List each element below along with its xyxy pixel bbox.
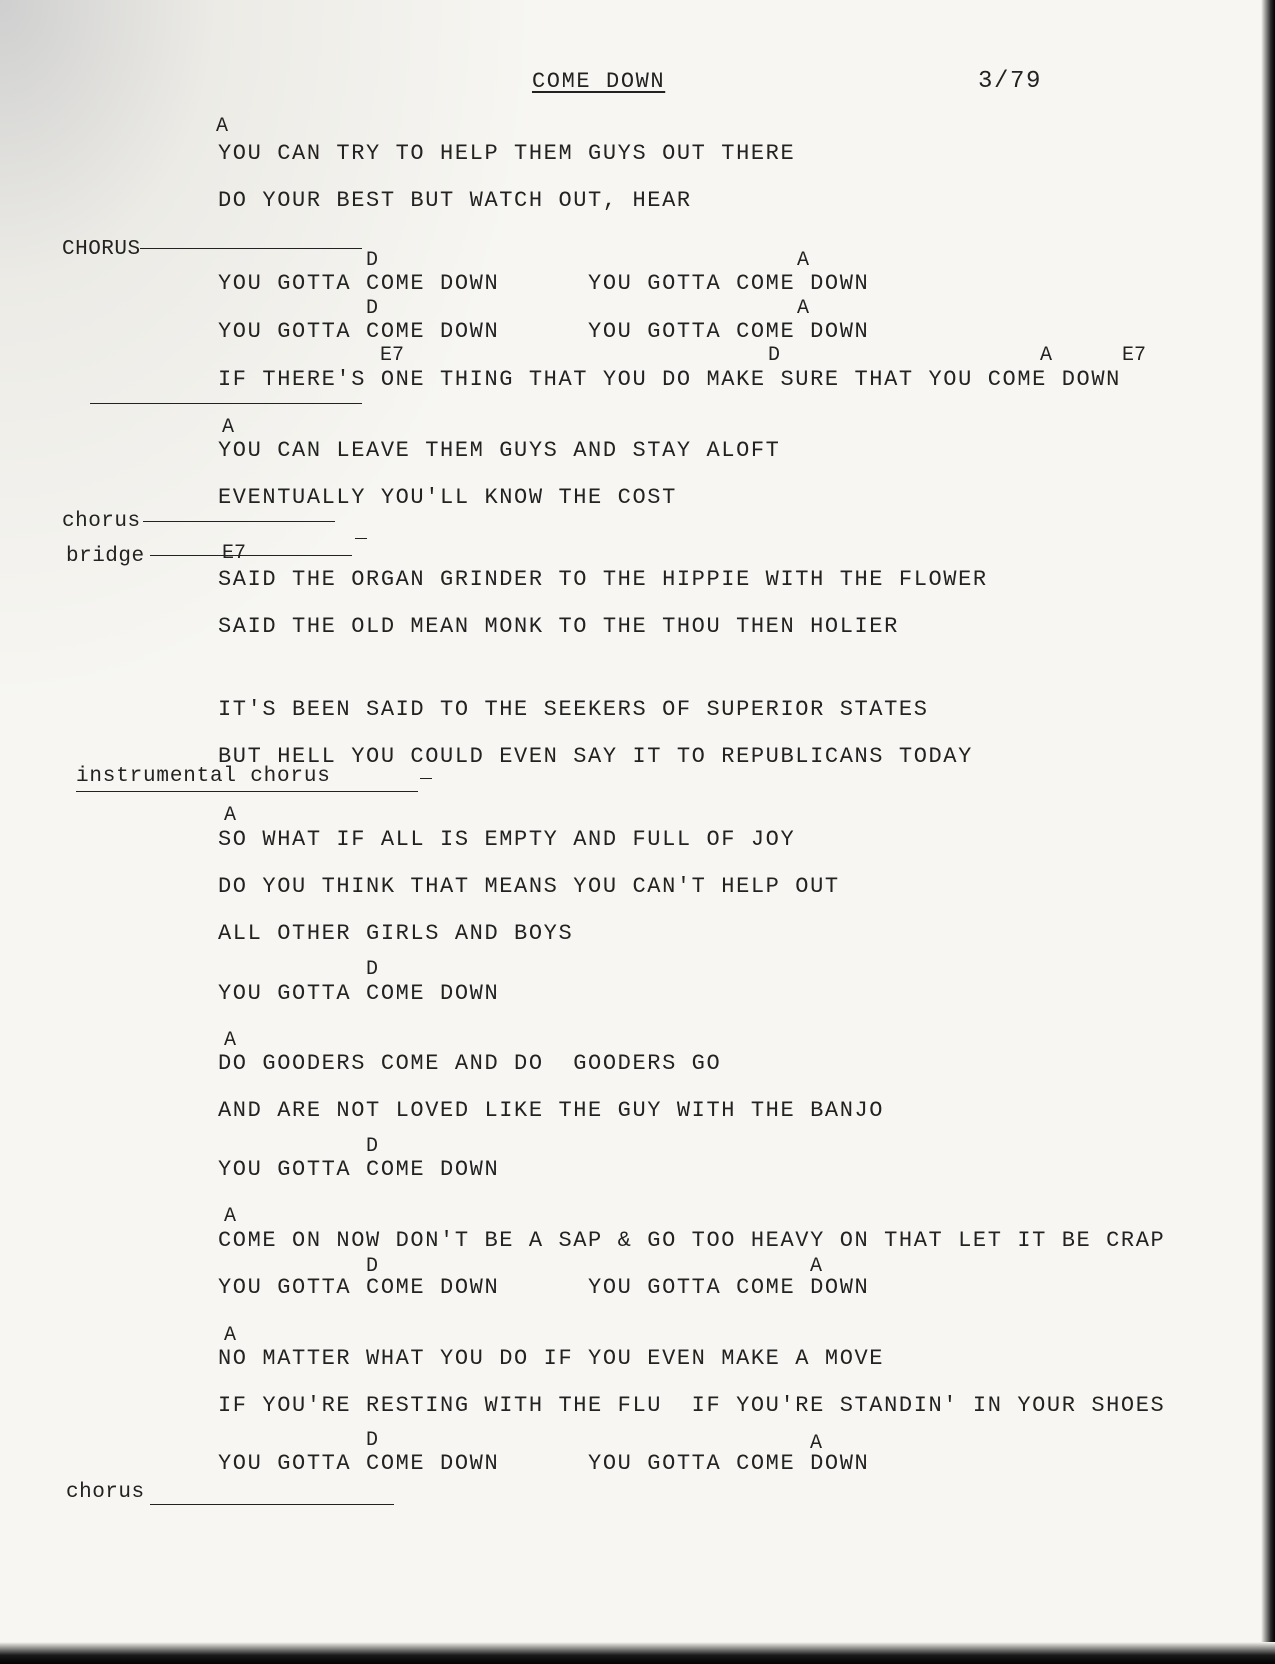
section-label-chorus: CHORUS: [62, 238, 141, 261]
lyric-line: YOU GOTTA COME DOWN YOU GOTTA COME DOWN: [218, 1275, 870, 1300]
section-rule: [420, 778, 432, 779]
chord: A: [222, 416, 235, 439]
chord: A: [797, 249, 810, 272]
section-label-chorus: chorus: [66, 1481, 145, 1504]
lyric-line: YOU GOTTA COME DOWN YOU GOTTA COME DOWN: [218, 319, 870, 344]
chord: A: [224, 1205, 237, 1228]
lyric-line: NO MATTER WHAT YOU DO IF YOU EVEN MAKE A MOVE: [218, 1346, 885, 1371]
chord: D: [366, 1429, 379, 1452]
section-rule: [150, 555, 352, 556]
scan-shadow-right: [1261, 0, 1275, 1664]
chord: A: [224, 804, 237, 827]
section-rule: [355, 538, 367, 539]
chord: D: [366, 249, 379, 272]
lyric-line: YOU CAN LEAVE THEM GUYS AND STAY ALOFT: [218, 438, 781, 463]
lyric-line: DO YOU THINK THAT MEANS YOU CAN'T HELP OUT: [218, 874, 840, 899]
lyric-line: IT'S BEEN SAID TO THE SEEKERS OF SUPERIOR STATES: [218, 697, 929, 722]
chord: A: [810, 1255, 823, 1278]
lyric-line: COME ON NOW DON'T BE A SAP & GO TOO HEAVY ON THAT LET IT BE CRAP: [218, 1228, 1166, 1253]
chord: E7: [380, 344, 405, 367]
chord: A: [216, 115, 229, 138]
section-rule: [140, 248, 362, 249]
chord: A: [224, 1029, 237, 1052]
song-date: 3/79: [978, 68, 1043, 95]
lyric-line: ALL OTHER GIRLS AND BOYS: [218, 921, 574, 946]
lyric-line: DO YOUR BEST BUT WATCH OUT, HEAR: [218, 188, 692, 213]
lyric-line: AND ARE NOT LOVED LIKE THE GUY WITH THE BANJO: [218, 1098, 885, 1123]
section-label-instrumental: instrumental chorus: [76, 765, 331, 788]
chord: D: [768, 344, 781, 367]
lyric-line: EVENTUALLY YOU'LL KNOW THE COST: [218, 485, 677, 510]
lyric-line: YOU GOTTA COME DOWN: [218, 981, 500, 1006]
lyric-line: YOU GOTTA COME DOWN: [218, 1157, 500, 1182]
chord: D: [366, 958, 379, 981]
section-rule: [143, 521, 335, 522]
lyric-line: SAID THE OLD MEAN MONK TO THE THOU THEN HOLIER: [218, 614, 899, 639]
lyric-line: IF THERE'S ONE THING THAT YOU DO MAKE SURE THAT YOU COME DOWN: [218, 367, 1121, 392]
chord: A: [810, 1432, 823, 1455]
section-label-bridge: bridge: [66, 545, 145, 568]
lyric-line: SO WHAT IF ALL IS EMPTY AND FULL OF JOY: [218, 827, 796, 852]
lyric-line: DO GOODERS COME AND DO GOODERS GO: [218, 1051, 722, 1076]
section-rule: [90, 403, 362, 404]
section-rule: [150, 1504, 394, 1505]
lyric-line: SAID THE ORGAN GRINDER TO THE HIPPIE WITH THE FLOWER: [218, 567, 988, 592]
chord: D: [366, 297, 379, 320]
section-rule: [76, 791, 418, 792]
lyric-line: BUT HELL YOU COULD EVEN SAY IT TO REPUBLICANS TODAY: [218, 744, 973, 769]
lyric-line: YOU GOTTA COME DOWN YOU GOTTA COME DOWN: [218, 271, 870, 296]
chord: D: [366, 1135, 379, 1158]
section-label-chorus: chorus: [62, 510, 141, 533]
song-title: COME DOWN: [532, 69, 666, 94]
lyric-line: YOU CAN TRY TO HELP THEM GUYS OUT THERE: [218, 141, 796, 166]
chord: A: [797, 297, 810, 320]
chord: E7: [222, 542, 247, 565]
lyric-line: YOU GOTTA COME DOWN YOU GOTTA COME DOWN: [218, 1451, 870, 1476]
scan-shadow-bottom: [0, 1642, 1275, 1664]
chord: A: [1040, 344, 1053, 367]
chord: D: [366, 1255, 379, 1278]
chord: E7: [1122, 344, 1147, 367]
lyric-line: IF YOU'RE RESTING WITH THE FLU IF YOU'RE STANDIN' IN YOUR SHOES: [218, 1393, 1166, 1418]
chord: A: [224, 1324, 237, 1347]
